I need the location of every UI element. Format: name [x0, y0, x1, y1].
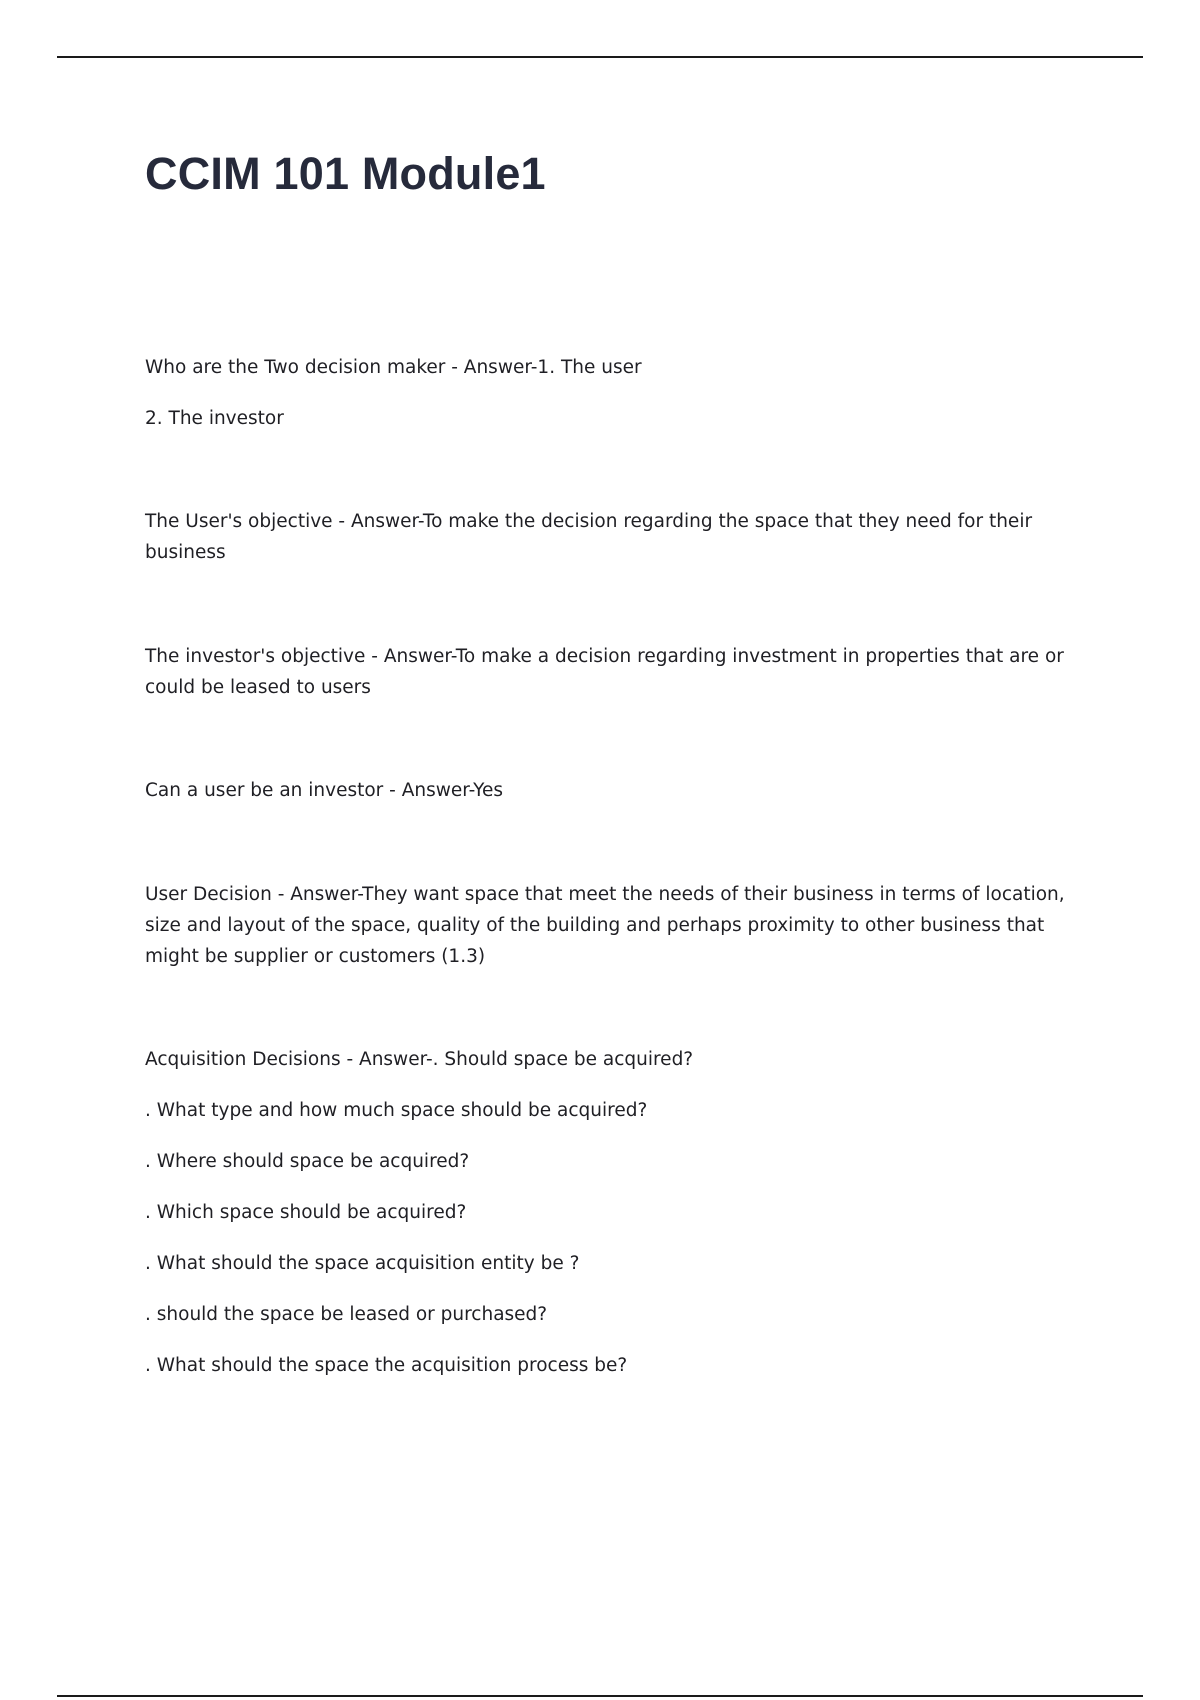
qa-line: 2. The investor: [145, 408, 284, 429]
qa-line: . should the space be leased or purchased?: [145, 1304, 548, 1325]
qa-line: . What should the space acquisition entity be ?: [145, 1253, 580, 1274]
qa-line: The investor's objective - Answer-To make a decision regarding investment in properties that are or could be leased to users: [145, 646, 1064, 698]
qa-line: . Which space should be acquired?: [145, 1202, 467, 1223]
qa-line: User Decision - Answer-They want space that meet the needs of their business in terms of location, size and layout of the space, quality of the building and perhaps proximity to other business that might be supplier or customers (1.3): [145, 884, 1065, 967]
qa-item-user-objective: [145, 506, 1085, 568]
qa-line: Can a user be an investor - Answer-Yes: [145, 780, 504, 801]
qa-line: Who are the Two decision maker - Answer-1. The user: [145, 357, 642, 378]
qa-item-user-as-investor: [145, 775, 1085, 806]
footer-rule: [57, 1695, 1143, 1697]
qa-line: . Where should space be acquired?: [145, 1151, 470, 1172]
qa-item-acquisition-decisions: [145, 1044, 1085, 1381]
qa-item-user-decision: [145, 879, 1085, 972]
qa-line: Acquisition Decisions - Answer-. Should space be acquired?: [145, 1049, 694, 1070]
qa-line: The User's objective - Answer-To make the decision regarding the space that they need for their business: [145, 511, 1033, 563]
qa-item-investor-objective: [145, 641, 1085, 703]
qa-line: . What should the space the acquisition process be?: [145, 1355, 628, 1376]
document-title: CCIM 101 Module1: [145, 148, 546, 199]
qa-item-decision-makers: [145, 352, 1085, 434]
header-rule: [57, 56, 1143, 58]
qa-line: . What type and how much space should be acquired?: [145, 1100, 648, 1121]
